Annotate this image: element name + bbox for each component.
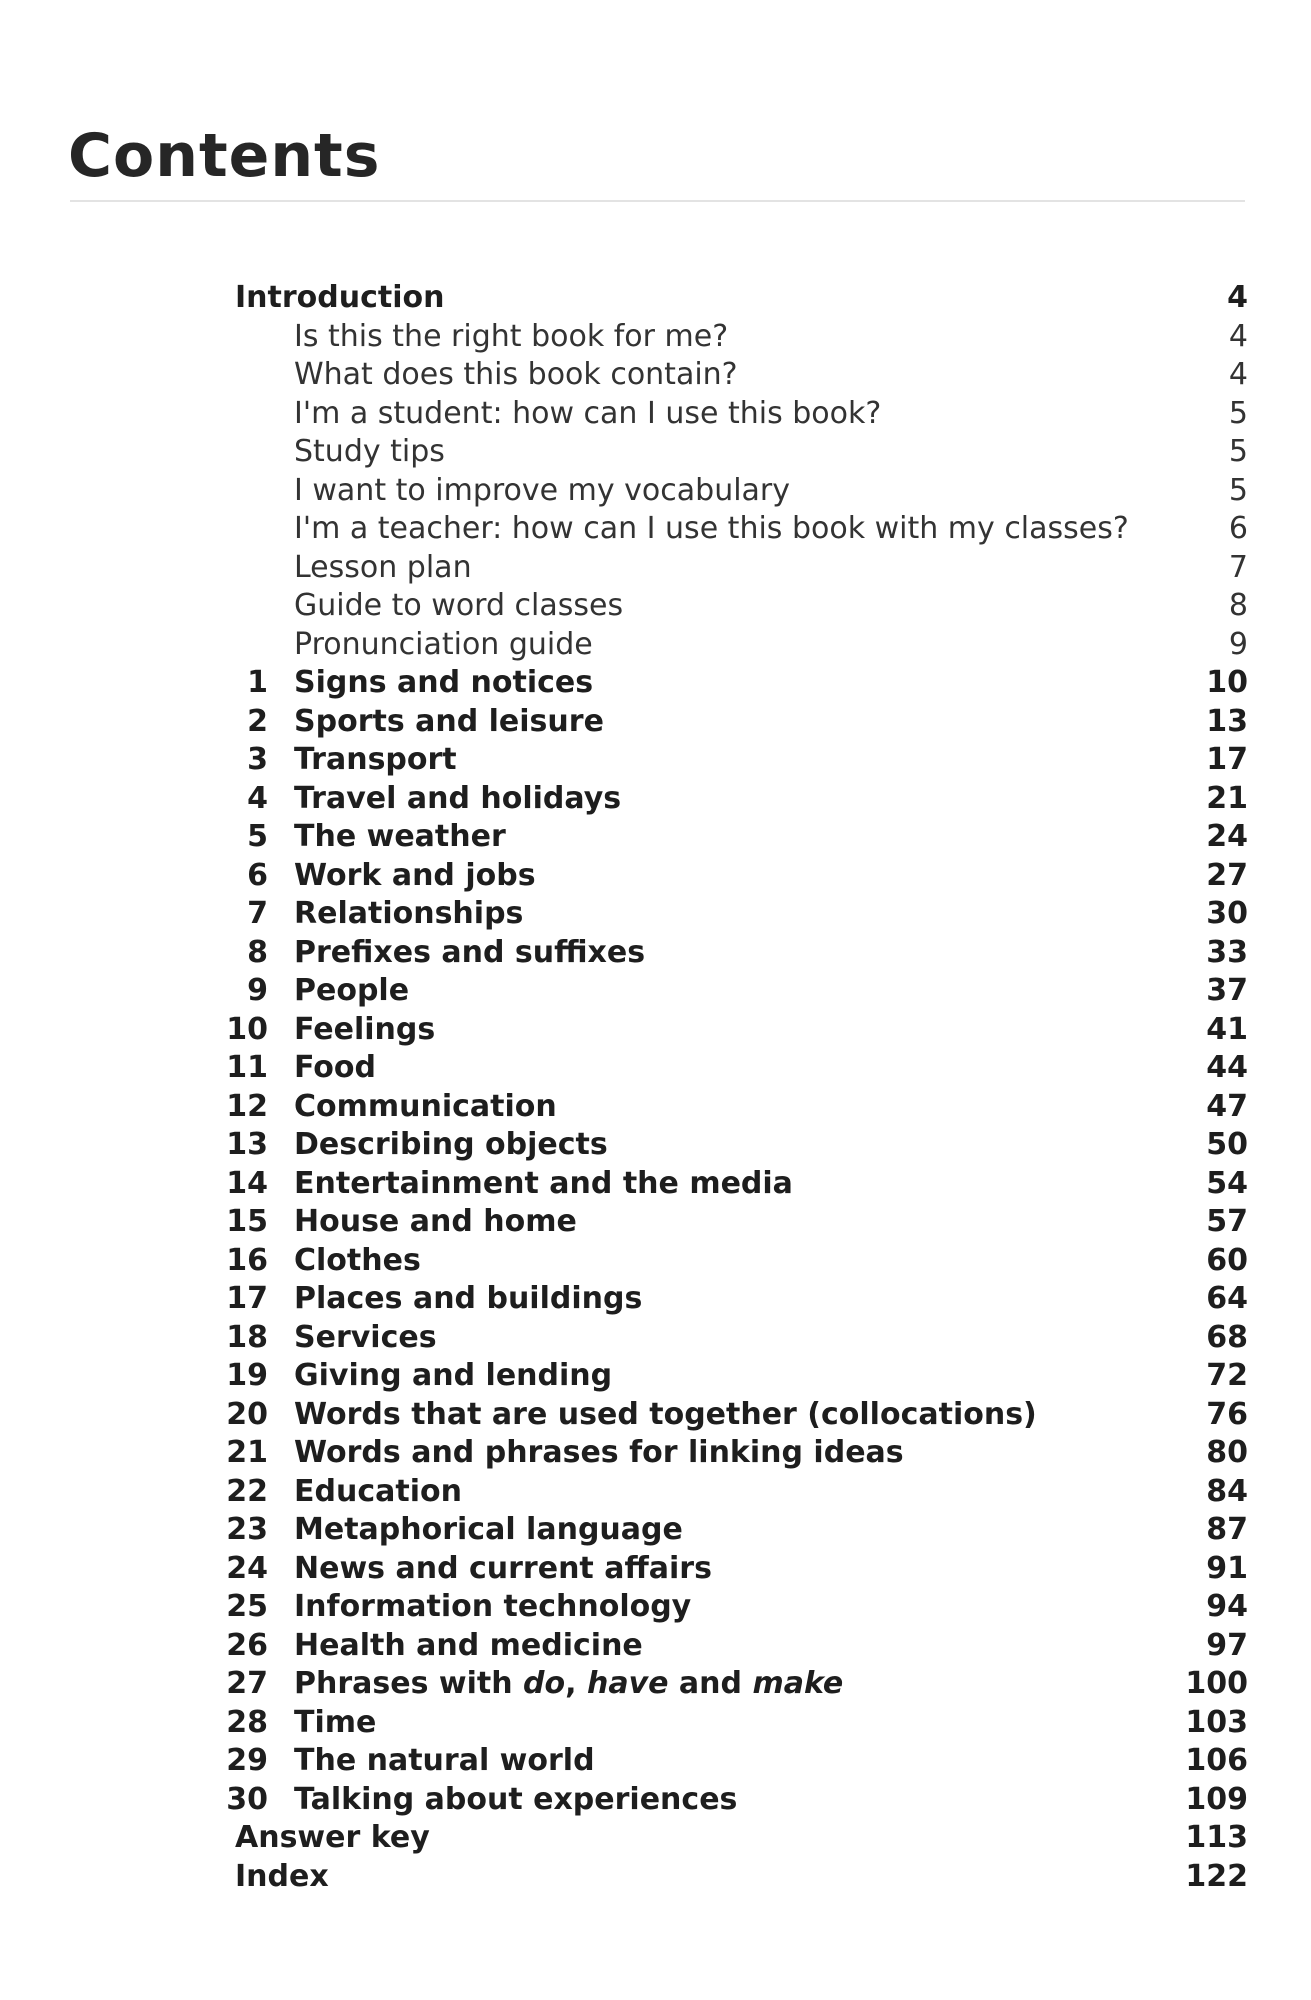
toc-entry-introduction[interactable]: [0, 279, 1311, 318]
toc-entry-page: 37: [1206, 973, 1248, 1008]
toc-unit-number: 11: [226, 1050, 268, 1085]
toc-entry-label: Words and phrases for linking ideas: [294, 1435, 904, 1470]
toc-entry-label: Guide to word classes: [294, 588, 624, 623]
toc-entry-label: Health and medicine: [294, 1627, 643, 1663]
toc-unit[interactable]: [0, 1088, 1311, 1127]
toc-entry-label: Food: [294, 1050, 376, 1085]
toc-unit-number: 19: [226, 1358, 268, 1393]
toc-unit[interactable]: [0, 818, 1311, 857]
toc-unit-number: 1: [247, 665, 268, 700]
toc-entry-label: Sports and leisure: [294, 703, 604, 739]
toc-unit[interactable]: [0, 1511, 1311, 1550]
toc-entry-label: News and current affairs: [294, 1550, 712, 1586]
toc-unit-number: 29: [226, 1743, 268, 1778]
toc-subentry[interactable]: [0, 395, 1311, 434]
toc-unit-number: 24: [226, 1550, 268, 1586]
toc-subentry[interactable]: [0, 510, 1311, 549]
toc-entry-label: House and home: [294, 1204, 577, 1239]
toc-unit-number: 13: [226, 1127, 268, 1162]
toc-unit-number: 7: [247, 896, 268, 931]
toc-entry-page: 84: [1206, 1473, 1248, 1509]
toc-unit[interactable]: [0, 1781, 1311, 1820]
toc-unit[interactable]: [0, 1165, 1311, 1204]
toc-subentry[interactable]: [0, 472, 1311, 511]
toc-entry-label: Pronunciation guide: [294, 626, 593, 662]
toc-subentry[interactable]: [0, 318, 1311, 357]
toc-entry-label: Work and jobs: [294, 857, 536, 893]
toc-unit-number: 23: [226, 1512, 268, 1547]
toc-entry-page: 8: [1228, 588, 1248, 623]
toc-unit-number: 12: [226, 1088, 268, 1124]
toc-entry-label: Words that are used together (collocations): [294, 1396, 1037, 1432]
toc-entry-page: 5: [1228, 395, 1248, 431]
toc-entry-index[interactable]: [0, 1858, 1311, 1897]
toc-entry-label: Education: [294, 1473, 462, 1509]
toc-entry-label: Study tips: [294, 434, 445, 469]
toc-entry-label: Is this the right book for me?: [294, 318, 729, 354]
toc-entry-label: Index: [235, 1858, 329, 1894]
toc-entry-page: 13: [1206, 703, 1248, 739]
toc-entry-label: Information technology: [294, 1589, 692, 1624]
toc-entry-label: Talking about experiences: [294, 1781, 738, 1817]
toc-unit[interactable]: [0, 1704, 1311, 1743]
toc-entry-page: 4: [1228, 357, 1248, 392]
label-text: ,: [565, 1666, 587, 1701]
toc-unit-number: 17: [226, 1281, 268, 1316]
toc-unit-number: 25: [226, 1589, 268, 1624]
toc-unit[interactable]: [0, 664, 1311, 703]
toc-entry-page: 50: [1206, 1127, 1248, 1162]
toc-unit-number: 10: [226, 1011, 268, 1047]
toc-entry-label: Time: [294, 1704, 377, 1740]
toc-entry-label: I want to improve my vocabulary: [294, 472, 791, 508]
toc-entry-label: Answer key: [235, 1820, 430, 1855]
toc-unit[interactable]: [0, 1011, 1311, 1050]
toc-unit-number: 27: [226, 1666, 268, 1701]
toc-unit-number: 8: [247, 934, 268, 970]
label-emphasis: do: [523, 1666, 566, 1701]
toc-unit[interactable]: [0, 1742, 1311, 1781]
toc-entry-label: The natural world: [294, 1743, 595, 1778]
toc-entry-page: 80: [1206, 1435, 1248, 1470]
toc-unit[interactable]: [0, 1319, 1311, 1358]
toc-entry-label: Describing objects: [294, 1127, 608, 1162]
toc-entry-page: 33: [1206, 934, 1248, 970]
toc-entry-label: [294, 1665, 843, 1704]
toc-unit[interactable]: [0, 703, 1311, 742]
toc-unit-number: 18: [226, 1319, 268, 1355]
toc-entry-page: 21: [1206, 780, 1248, 816]
label-text: and: [668, 1666, 753, 1701]
toc-unit-number: 4: [247, 780, 268, 816]
toc-entry-label: Places and buildings: [294, 1281, 643, 1316]
toc-unit[interactable]: [0, 857, 1311, 896]
toc-unit-number: 26: [226, 1627, 268, 1663]
toc-entry-label: Metaphorical language: [294, 1512, 683, 1547]
toc-entry-page: 106: [1185, 1743, 1248, 1778]
toc-unit[interactable]: [0, 934, 1311, 973]
toc-entry-page: 60: [1206, 1242, 1248, 1278]
toc-entry-label: Services: [294, 1319, 437, 1355]
toc-entry-label: Prefixes and suffixes: [294, 934, 646, 970]
toc-unit[interactable]: [0, 1473, 1311, 1512]
toc-entry-label: Communication: [294, 1088, 557, 1124]
toc-entry-label: Signs and notices: [294, 665, 594, 700]
label-emphasis: have: [586, 1666, 669, 1701]
toc-entry-label: Transport: [294, 742, 457, 777]
toc-entry-label: Lesson plan: [294, 549, 472, 585]
toc-subentry[interactable]: [0, 626, 1311, 665]
toc-entry-page: 9: [1228, 626, 1248, 662]
toc-entry-page: 68: [1206, 1319, 1248, 1355]
toc-entry-label: Entertainment and the media: [294, 1165, 793, 1201]
toc-entry-page: 113: [1185, 1820, 1248, 1855]
toc-unit-number: 6: [247, 857, 268, 893]
toc-entry-label: I'm a student: how can I use this book?: [294, 395, 882, 431]
toc-entry-label: I'm a teacher: how can I use this book with my classes?: [294, 511, 1129, 546]
toc-subentry[interactable]: [0, 587, 1311, 626]
toc-entry-label: Relationships: [294, 896, 524, 931]
title-divider: [70, 200, 1245, 202]
toc-subentry[interactable]: [0, 356, 1311, 395]
toc-entry-page: 109: [1185, 1781, 1248, 1817]
toc-entry-page: 30: [1206, 896, 1248, 931]
toc-entry-page: 54: [1206, 1165, 1248, 1201]
toc-unit[interactable]: [0, 1357, 1311, 1396]
table-of-contents: [0, 279, 1311, 1896]
toc-unit[interactable]: [0, 1434, 1311, 1473]
toc-unit[interactable]: [0, 1203, 1311, 1242]
toc-unit[interactable]: [0, 1550, 1311, 1589]
toc-entry-page: 97: [1206, 1627, 1248, 1663]
toc-unit[interactable]: [0, 1588, 1311, 1627]
toc-unit[interactable]: [0, 1049, 1311, 1088]
toc-entry-label: Giving and lending: [294, 1358, 613, 1393]
page-title: Contents: [68, 121, 381, 191]
toc-unit[interactable]: [0, 972, 1311, 1011]
toc-entry-label: People: [294, 973, 410, 1008]
toc-subentry[interactable]: [0, 433, 1311, 472]
toc-unit[interactable]: [0, 1126, 1311, 1165]
toc-unit[interactable]: [0, 1280, 1311, 1319]
toc-entry-page: 100: [1185, 1666, 1248, 1701]
toc-entry-answer-key[interactable]: [0, 1819, 1311, 1858]
toc-entry-page: 4: [1228, 318, 1248, 354]
toc-entry-page: 4: [1227, 280, 1248, 315]
toc-entry-page: 47: [1206, 1088, 1248, 1124]
toc-entry-page: 7: [1228, 549, 1248, 585]
toc-unit[interactable]: [0, 780, 1311, 819]
toc-unit[interactable]: [0, 1665, 1311, 1704]
toc-unit[interactable]: [0, 741, 1311, 780]
toc-unit[interactable]: [0, 895, 1311, 934]
toc-entry-page: 76: [1206, 1396, 1248, 1432]
toc-entry-page: 5: [1228, 434, 1248, 469]
toc-unit-number: 28: [226, 1704, 268, 1740]
toc-entry-page: 10: [1206, 665, 1248, 700]
toc-unit-number: 3: [247, 742, 268, 777]
toc-entry-page: 122: [1185, 1858, 1248, 1894]
toc-entry-label: Travel and holidays: [294, 780, 622, 816]
toc-unit[interactable]: [0, 1396, 1311, 1435]
toc-unit-number: 20: [226, 1396, 268, 1432]
toc-entry-page: 57: [1206, 1204, 1248, 1239]
toc-unit[interactable]: [0, 1242, 1311, 1281]
toc-entry-page: 6: [1228, 511, 1248, 546]
toc-entry-page: 64: [1206, 1281, 1248, 1316]
toc-unit-number: 21: [226, 1435, 268, 1470]
toc-unit-number: 9: [247, 973, 268, 1008]
label-emphasis: make: [752, 1666, 844, 1701]
toc-entry-page: 27: [1206, 857, 1248, 893]
toc-unit-number: 22: [226, 1473, 268, 1509]
toc-entry-page: 103: [1185, 1704, 1248, 1740]
toc-entry-page: 44: [1206, 1050, 1248, 1085]
toc-entry-page: 24: [1206, 819, 1248, 854]
toc-entry-page: 72: [1206, 1358, 1248, 1393]
toc-entry-label: Introduction: [235, 280, 445, 315]
toc-unit-number: 14: [226, 1165, 268, 1201]
toc-unit-number: 30: [226, 1781, 268, 1817]
toc-entry-label: The weather: [294, 819, 506, 854]
toc-entry-page: 41: [1206, 1011, 1248, 1047]
toc-entry-page: 94: [1206, 1589, 1248, 1624]
toc-entry-page: 5: [1228, 472, 1248, 508]
toc-unit-number: 15: [226, 1204, 268, 1239]
toc-entry-page: 17: [1206, 742, 1248, 777]
toc-unit-number: 5: [247, 819, 268, 854]
toc-unit-number: 2: [247, 703, 268, 739]
toc-unit-number: 16: [226, 1242, 268, 1278]
label-text: Phrases with: [294, 1666, 524, 1701]
toc-entry-label: Clothes: [294, 1242, 421, 1278]
toc-entry-page: 91: [1206, 1550, 1248, 1586]
toc-unit[interactable]: [0, 1627, 1311, 1666]
toc-entry-label: What does this book contain?: [294, 357, 738, 392]
toc-subentry[interactable]: [0, 549, 1311, 588]
toc-entry-page: 87: [1206, 1512, 1248, 1547]
toc-entry-label: Feelings: [294, 1011, 436, 1047]
